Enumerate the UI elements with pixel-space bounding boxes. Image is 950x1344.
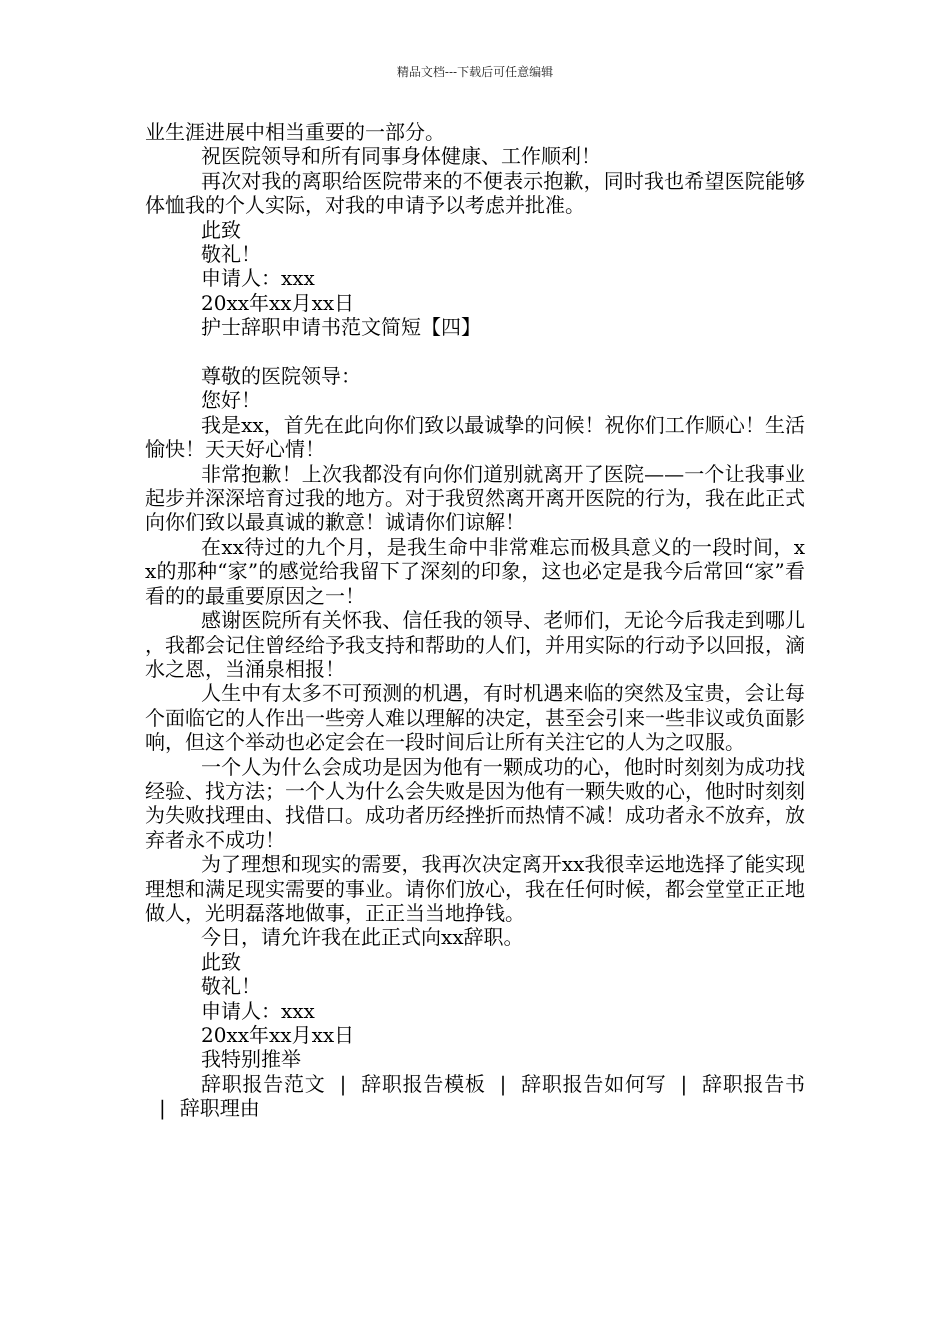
document-body: [145, 120, 805, 1121]
link-resignation-reason[interactable]: 辞职理由: [179, 1096, 260, 1121]
paragraph: 今日，请允许我在此正式向xx辞职。: [201, 925, 524, 950]
paragraph: 感谢医院所有关怀我、信任我的领导、老师们，无论今后我走到哪儿，我都会记住曾经给予我支持和帮助的人们，并用实际的行动予以回报，滴水之恩，当涌泉相报！: [145, 608, 805, 681]
paragraph: 一个人为什么会成功是因为他有一颗成功的心，他时时刻刻为成功找经验、找方法；一个人为什么会失败是因为他有一颗失败的心，他时时刻刻为失败找理由、找借口。成功者历经挫折而热情不减！成功者永不放弃，放弃者永不成功！: [145, 754, 805, 852]
paragraph: 业生涯进展中相当重要的一部分。: [145, 120, 445, 144]
link-how-to-write[interactable]: 辞职报告如何写: [520, 1071, 667, 1096]
closing-line: 此致: [201, 949, 241, 974]
paragraph: 祝医院领导和所有同事身体健康、工作顺利！: [201, 144, 601, 169]
related-links: [145, 1072, 805, 1121]
link-resignation-letter[interactable]: 辞职报告书: [701, 1071, 806, 1096]
closing-line: 此致: [201, 217, 241, 242]
section-title: 护士辞职申请书范文简短【四】: [201, 315, 481, 340]
greeting-recipient: 尊敬的医院领导：: [201, 364, 361, 389]
paragraph: 人生中有太多不可预测的机遇，有时机遇来临的突然及宝贵，会让每个面临它的人作出一些旁人难以理解的决定，甚至会引来一些非议或负面影响，但这个举动也必定会在一段时间后让所有关注它的人为之叹服。: [145, 681, 805, 755]
salutation: 敬礼！: [201, 974, 261, 999]
link-resignation-sample[interactable]: 辞职报告范文: [201, 1071, 326, 1096]
applicant-line: 申请人：xxx: [201, 998, 315, 1023]
paragraph: 在xx待过的九个月，是我生命中非常难忘而极具意义的一段时间，xx的那种“家”的感觉给我留下了深刻的印象，这也必定是我今后常回“家”看看的的最重要原因之一！: [145, 534, 805, 608]
paragraph: 我是xx，首先在此向你们致以最诚挚的问候！祝你们工作顺心！生活愉快！天天好心情！: [145, 412, 805, 462]
applicant-line: 申请人：xxx: [201, 266, 315, 291]
link-separator: |: [159, 1096, 166, 1121]
link-resignation-template[interactable]: 辞职报告模板: [360, 1071, 486, 1096]
page-header: 精品文档---下载后可任意编辑: [396, 65, 554, 79]
paragraph: 为了理想和现实的需要，我再次决定离开xx我很幸运地选择了能实现理想和满足现实需要的事业。请你们放心，我在任何时候，都会堂堂正正地做人，光明磊落地做事，正正当当地挣钱。: [145, 852, 805, 925]
greeting: 您好！: [201, 388, 261, 413]
link-separator: |: [339, 1071, 347, 1096]
paragraph: 非常抱歉！上次我都没有向你们道别就离开了医院——一个让我事业起步并深深培育过我的地方。对于我贸然离开离开医院的行为，我在此正式向你们致以最真诚的歉意！诚请你们谅解！: [145, 461, 805, 535]
date-line: 20xx年xx月xx日: [201, 1023, 355, 1048]
date-line: 20xx年xx月xx日: [201, 290, 355, 315]
link-separator: |: [499, 1071, 507, 1096]
recommend-heading: 我特别推举: [201, 1047, 301, 1072]
salutation: 敬礼！: [201, 242, 261, 267]
link-separator: |: [680, 1071, 688, 1096]
paragraph: 再次对我的离职给医院带来的不便表示抱歉，同时我也希望医院能够体恤我的个人实际，对我的申请予以考虑并批准。: [145, 168, 805, 218]
blank-line: [145, 340, 805, 364]
